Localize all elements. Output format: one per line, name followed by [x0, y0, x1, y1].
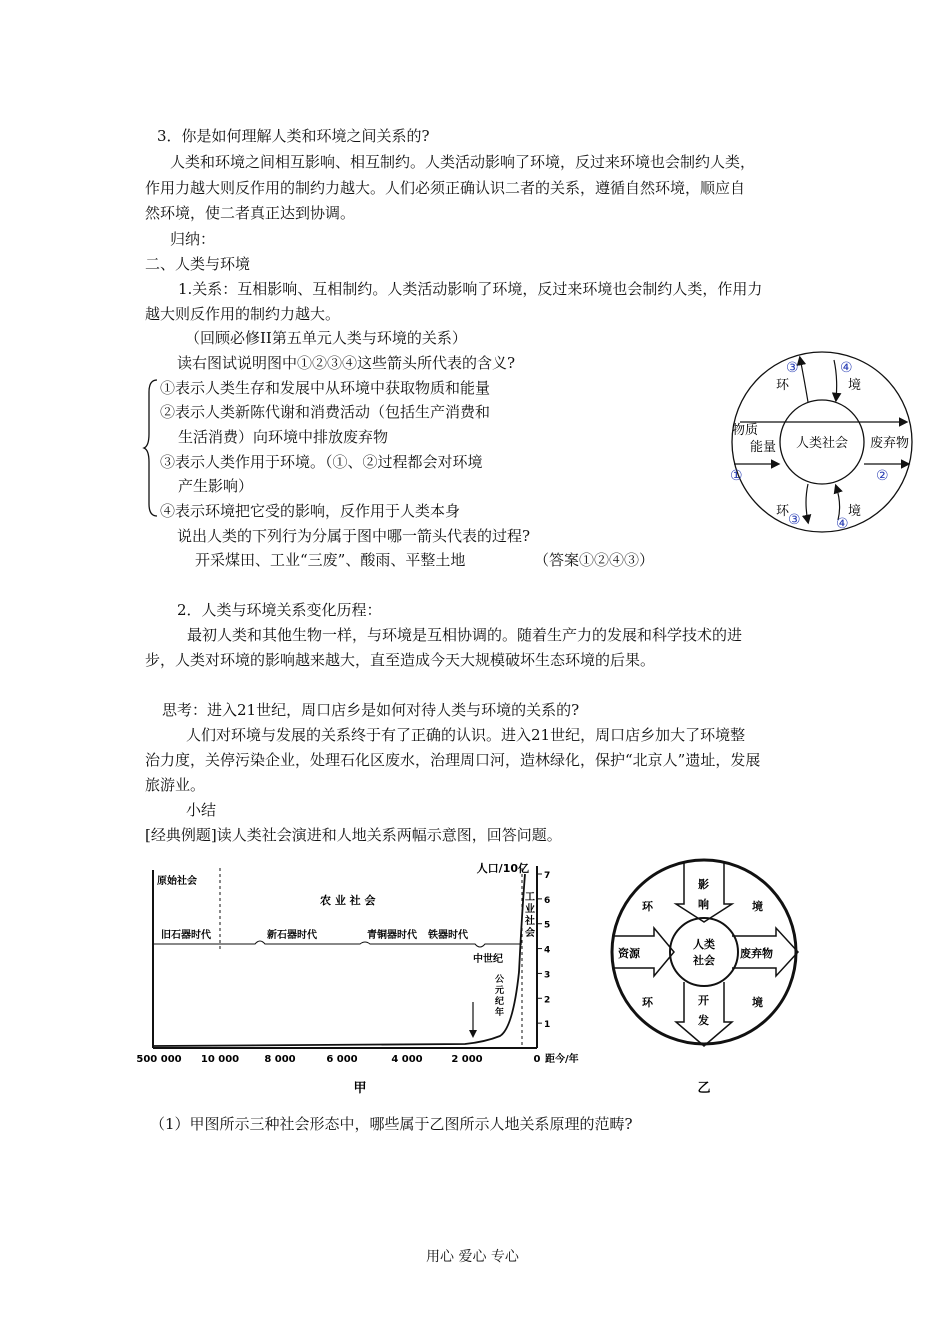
x-tick-label: 8 000 [264, 1054, 296, 1065]
label-primitive: 原始社会 [157, 876, 197, 887]
industrial-char-3: 社 [525, 916, 535, 927]
chart-yi [604, 856, 804, 1098]
example-intro: [经典例题]读人类社会演进和人地关系两幅示意图，回答问题。 [145, 826, 562, 844]
label-agriculture: 农 业 社 会 [320, 894, 376, 907]
env-label-top-left: 环 [776, 378, 790, 393]
relation-line-1: 1.关系：互相影响、互相制约。人类活动影响了环境，反过来环境也会制约人类，作用力 [178, 280, 763, 298]
env-label-bottom-right: 境 [848, 504, 862, 519]
chart-yi-label: 乙 [697, 1081, 711, 1096]
behavior-answer: （答案①②④③） [534, 551, 655, 569]
arrow-meaning-4: ④表示环境把它受的影响，反作用于人类本身 [160, 502, 461, 520]
y-tick-label: 1 [544, 1020, 551, 1031]
arrow-3-bottom [806, 484, 808, 522]
energy-label: 能量 [750, 440, 777, 455]
guina-label: 归纳： [170, 230, 216, 248]
yi-center-2: 社会 [693, 954, 715, 967]
label-iron: 铁器时代 [428, 930, 468, 941]
y-ticks [537, 871, 550, 1030]
yi-center-1: 人类 [693, 938, 715, 951]
x-tick-label: 6 000 [326, 1054, 358, 1065]
number-2: ② [876, 468, 889, 484]
ad-marker-arrow [469, 1030, 477, 1038]
x-tick-label: 500 000 [136, 1054, 182, 1065]
q3-para-line-2: 作用力越大则反作用的制约力越大。人们必须正确认识二者的关系，遵循自然环境，顺应自 [145, 179, 746, 197]
think-answer-2: 治力度，关停污染企业，处理石化区废水，治理周口河，造林绿化，保护“北京人”遗址，发展 [145, 751, 761, 769]
behavior-list: 开采煤田、工业“三废”、酸雨、平整土地 [195, 551, 466, 569]
review-note: （回顾必修II第五单元人类与环境的关系） [185, 329, 467, 347]
yi-develop-1: 开 [698, 994, 709, 1007]
think-answer-1: 人们对环境与发展的关系终于有了正确的认识。进入21世纪，周口店乡加大了环境整 [186, 726, 746, 744]
arrow-meaning-3: ③表示人类作用于环境。（①、②过程都会对环境 [160, 453, 483, 471]
section-2-title: 二、人类与环境 [145, 255, 251, 273]
behavior-question: 说出人类的下列行为分属于图中哪一箭头代表的过程? [177, 527, 531, 545]
industrial-char-1: 工 [525, 892, 535, 903]
chart-jia-label: 甲 [353, 1081, 367, 1096]
history-title: 2．人类与环境关系变化历程： [177, 601, 382, 619]
y-axis-label: 人口/10亿 [476, 862, 529, 875]
human-environment-diagram [718, 348, 930, 534]
ad-char-1: 公 [495, 975, 505, 985]
number-4-bottom: ④ [836, 516, 849, 532]
x-tick-label: 0 [533, 1054, 541, 1065]
label-old-stone: 旧石器时代 [161, 930, 211, 941]
yi-develop-2: 发 [698, 1014, 709, 1027]
arrow-meaning-2: ②表示人类新陈代谢和消费活动（包括生产消费和 [160, 403, 491, 421]
relation-line-2: 越大则反作用的制约力越大。 [145, 305, 341, 323]
y-tick-label: 7 [544, 871, 551, 881]
number-1: ① [730, 468, 743, 484]
footer: 用心 爱心 专心 [426, 1249, 519, 1265]
yi-env-br: 境 [752, 996, 763, 1009]
y-tick-label: 4 [544, 945, 551, 956]
yi-resource: 资源 [618, 947, 640, 960]
yi-env-bl: 环 [642, 996, 653, 1009]
think-question: 思考：进入21世纪，周口店乡是如何对待人类与环境的关系的? [162, 701, 580, 719]
env-label-bottom-left: 环 [776, 504, 790, 519]
arrow-meaning-3-cont: 产生影响） [178, 477, 254, 495]
yi-env-tl: 环 [642, 900, 653, 913]
number-3-top: ③ [786, 360, 799, 376]
env-label-top-right: 境 [848, 378, 862, 393]
think-answer-3: 旅游业。 [145, 776, 206, 794]
question-1: （1）甲图所示三种社会形态中，哪些属于乙图所示人地关系原理的范畴? [150, 1115, 633, 1133]
arrow-4-top [834, 360, 837, 400]
left-brace [143, 378, 159, 518]
y-tick-label: 3 [544, 970, 551, 981]
x-tick-label: 4 000 [391, 1054, 423, 1065]
yi-inner-circle [670, 918, 738, 986]
diagram-question: 读右图试说明图中①②③④这些箭头所代表的含义? [177, 354, 516, 372]
center-label: 人类社会 [795, 436, 849, 451]
waste-label: 废弃物 [870, 436, 910, 451]
ad-char-3: 纪 [495, 997, 505, 1007]
q3-para-line-3: 然环境，使二者真正达到协调。 [145, 204, 356, 222]
yi-influence-1: 影 [698, 878, 709, 891]
age-band-line [153, 941, 522, 947]
summary-label: 小结 [186, 801, 217, 819]
influence-arrow [676, 862, 732, 922]
label-bronze: 青铜器时代 [367, 930, 417, 941]
arrow-meaning-2-cont: 生活消费）向环境中排放废弃物 [178, 428, 389, 446]
x-ticks [136, 1054, 540, 1065]
number-4-top: ④ [840, 360, 853, 376]
arrow-3-top [800, 358, 808, 402]
number-3-bottom: ③ [788, 512, 801, 528]
ad-char-2: 元 [495, 986, 505, 996]
arrow-meaning-1: ①表示人类生存和发展中从环境中获取物质和能量 [160, 379, 491, 397]
history-line-1: 最初人类和其他生物一样，与环境是互相协调的。随着生产力的发展和科学技术的进 [187, 626, 743, 644]
x-tick-label: 10 000 [200, 1054, 240, 1065]
y-tick-label: 5 [544, 920, 551, 931]
label-middle-ages: 中世纪 [473, 954, 503, 965]
question-3-title: 3．你是如何理解人类和环境之间关系的? [157, 127, 430, 145]
history-line-2: 步，人类对环境的影响越来越大，直至造成今天大规模破坏生态环境的后果。 [145, 651, 656, 669]
yi-influence-2: 响 [698, 898, 709, 911]
label-new-stone: 新石器时代 [267, 930, 317, 941]
arrow-4-bottom [836, 486, 840, 520]
chart-jia [136, 852, 590, 1098]
y-tick-label: 6 [544, 895, 551, 906]
ad-char-4: 年 [495, 1008, 505, 1018]
yi-env-tr: 境 [752, 900, 763, 913]
q3-para-line-1: 人类和环境之间相互影响、相互制约。人类活动影响了环境，反过来环境也会制约人类， [170, 153, 756, 171]
material-label: 物质 [732, 423, 759, 438]
x-axis-label: 距今/年 [545, 1054, 579, 1065]
industrial-char-4: 会 [525, 928, 535, 939]
y-tick-label: 2 [544, 995, 551, 1006]
x-tick-label: 2 000 [451, 1054, 483, 1065]
yi-waste: 废弃物 [740, 947, 773, 960]
industrial-char-2: 业 [525, 904, 535, 915]
